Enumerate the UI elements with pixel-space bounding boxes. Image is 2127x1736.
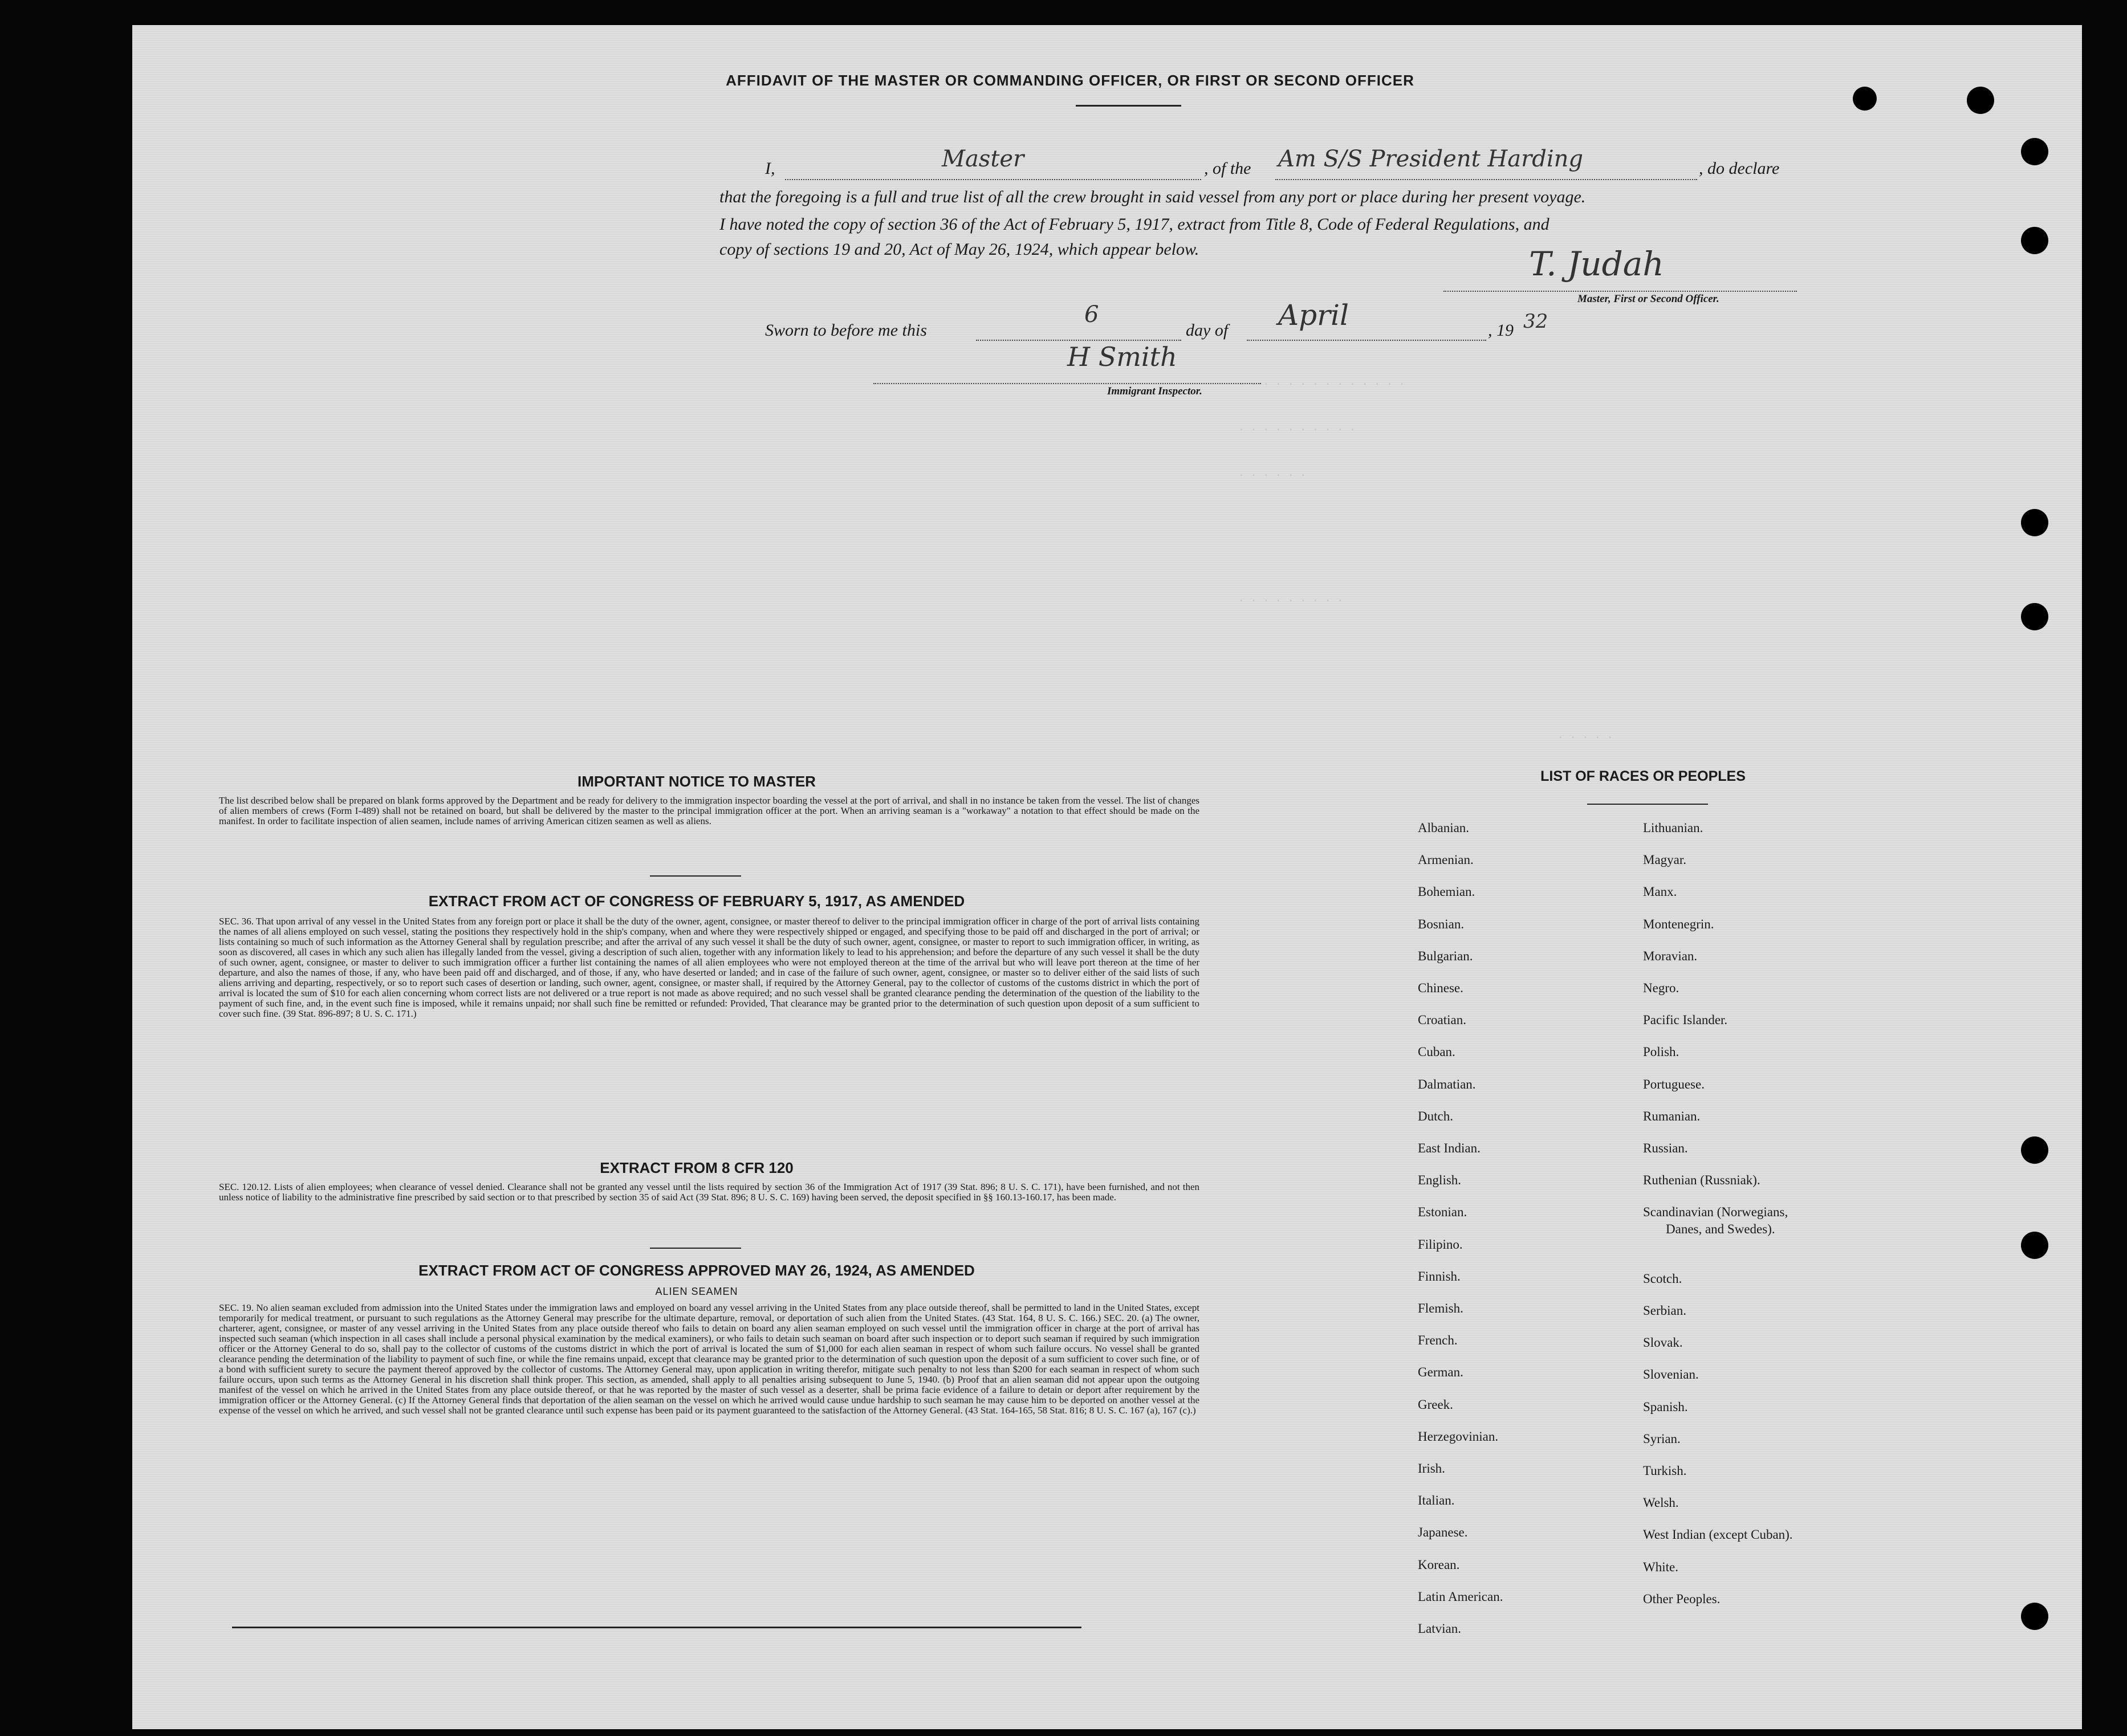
- extract-1917-text: SEC. 36. That upon arrival of any vessel in the United States from any foreign port or place it shall be the duty of the owner, agent, consignee, or master thereof to deliver to the principal immigration officer in charge of the port of arrival lists containing the names of all aliens employed on such vessel, stating the positions they respectively hold in the ship's company, when and where they were respectively shipped or engaged, and specifying those to be paid off and discharged in the port of arrival; or lists containing so much of such information as the Attorney General shall by regulation prescribe; and after the arrival of any such vessel it shall be the duty of such owner, agent, consignee, or master to report to such immigration officer, in writing, as soon as discovered, all cases in which any such alien has illegally landed from the vessel, giving a description of such alien, together with any information likely to lead to his apprehension; and before the departure of any such vessel it shall be the duty of such owner, agent, consignee, or master to deliver to such immigration officer a further list containing the names of all alien employees who were not employed thereon at the time of the arrival but who will leave port thereon at the time of her departure, and also the names of those, if any, who have been paid off and discharged, and of those, if any, who have deserted or landed; and in case of the failure of such owner, agent, consignee, or master so to deliver either of the said lists of such aliens arriving and departing, respectively, or so to report such cases of desertion or landing, such owner, agent, consignee, or master shall, if required by the Attorney General, pay to the collector of customs of the customs district in which the port of arrival is located the sum of $10 for each alien concerning whom correct lists are not delivered or a true report is not made as above required; and no such vessel shall be granted clearance pending the determination of the question of the liability to the payment of such fine, and, in the event such fine is imposed, while it remains unpaid; nor shall such fine be remitted or refunded: Provided, That clearance may be granted prior to the determination of such question upon deposit of a sum sufficient to cover such fine. (39 Stat. 896-897; 8 U. S. C. 171.): [219, 916, 1199, 1019]
- race-item: Filipino.: [1418, 1237, 1463, 1252]
- bleed-through-mark: · · · · ·: [1557, 732, 1613, 744]
- month-value: April: [1278, 299, 1349, 332]
- race-item: Japanese.: [1418, 1525, 1468, 1540]
- bleed-through-mark: · · · · · · · · · ·: [1238, 424, 1356, 436]
- punch-hole: [2021, 227, 2048, 254]
- race-item: Rumanian.: [1643, 1109, 1701, 1123]
- race-item: Slovak.: [1643, 1335, 1683, 1350]
- race-item: Italian.: [1418, 1493, 1455, 1508]
- inspector-line: [873, 377, 1261, 384]
- signature-line: [1443, 284, 1797, 292]
- affidavit-line-4: copy of sections 19 and 20, Act of May 26, 1924, which appear below.: [719, 240, 1199, 259]
- sworn-label: Sworn to before me this: [765, 321, 927, 340]
- race-item: Magyar.: [1643, 853, 1687, 867]
- day-of-label: day of: [1186, 321, 1229, 340]
- month-field-line: [1247, 333, 1486, 341]
- race-item: White.: [1643, 1559, 1678, 1574]
- race-item: Finnish.: [1418, 1269, 1461, 1283]
- extract-cfr-title: EXTRACT FROM 8 CFR 120: [600, 1159, 794, 1176]
- race-item: Spanish.: [1643, 1399, 1688, 1414]
- race-item: Welsh.: [1643, 1495, 1679, 1510]
- race-item: Greek.: [1418, 1397, 1453, 1412]
- race-item: Cuban.: [1418, 1045, 1455, 1059]
- race-item: Turkish.: [1643, 1464, 1687, 1478]
- race-item: Polish.: [1643, 1045, 1679, 1059]
- race-item: Bulgarian.: [1418, 948, 1473, 963]
- inspector-signature: H Smith: [1067, 341, 1177, 372]
- vessel-value: Am S/S President Harding: [1278, 146, 1583, 172]
- race-item: East Indian.: [1418, 1141, 1481, 1155]
- punch-hole: [2021, 138, 2048, 165]
- punch-hole: [1853, 87, 1877, 111]
- extract-1924-subtitle: ALIEN SEAMEN: [655, 1286, 738, 1297]
- of-the-label: , of the: [1204, 159, 1251, 178]
- race-item: French.: [1418, 1333, 1458, 1348]
- name-value: Master: [942, 146, 1024, 172]
- race-item: German.: [1418, 1365, 1463, 1380]
- title-rule: [1076, 105, 1181, 107]
- inspector-label: Immigrant Inspector.: [1107, 385, 1202, 397]
- race-item: Other Peoples.: [1643, 1591, 1721, 1606]
- affidavit-title: AFFIDAVIT OF THE MASTER OR COMMANDING OFFICER, OR FIRST OR SECOND OFFICER: [726, 72, 1414, 89]
- extract-1924-text: SEC. 19. No alien seaman excluded from admission into the United States under the immigration laws and employed on board any vessel arriving in the United States from any place outside thereof, shall be permitted to land in the United States, except temporarily for medical treatment, or pursuant to such regulations as the Attorney General may prescribe for the ultimate departure, removal, or deportation of such alien from the United States. (43 Stat. 164, 8 U. S. C. 166.) SEC. 20. (a) The owner, charterer, agent, consignee, or master of any vessel arriving in the United States from any place outside thereof who fails to detain on board any alien seaman employed on such vessel until the immigration officer in charge at the port of arrival has inspected such seaman (which inspection in all cases shall include a personal physical examination by the medical examiners), or who fails to detain such seaman on board after such inspection or to deport such seaman if required by such immigration officer or the Attorney General to do so, shall pay to the collector of customs of the customs district in which the port of arrival is located the sum of $1,000 for each alien seaman in respect of whom such failure occurs. No vessel shall be granted clearance pending the determination of the liability to payment of such fine, or while the fine remains unpaid, except that clearance may be granted prior to the determination of such question upon the deposit of a sum sufficient to cover such fine, or of a bond with sufficient surety to secure the payment thereof approved by the collector of customs. The Attorney General may, upon application in writing therefor, mitigate such penalty to not less than $200 for each seaman in respect of whom such failure occurs, upon such terms as the Attorney General in his discretion shall think proper. This section, as amended, shall apply to all penalties arising subsequent to June 5, 1940. (b) Proof that an alien seaman did not appear upon the outgoing manifest of the vessel on which he arrived in the United States from any place outside thereof, or that he was reported by the master of such vessel as a deserter, shall be prima facie evidence of a failure to detain or deport after requirement by the immigration officer or the Attorney General. (c) If the Attorney General finds that deportation of the alien seaman on the vessel on which he arrived would cause undue hardship to such seaman he may cause him to be deported on another vessel at the expense of the vessel on which he arrived, and such vessel shall not be granted clearance until such expense has been paid or its payment guaranteed to the satisfaction of the Attorney General. (43 Stat. 164-165, 58 Stat. 816; 8 U. S. C. 167 (a), 167 (c).): [219, 1302, 1199, 1416]
- race-item: Manx.: [1643, 885, 1677, 899]
- race-item: Slovenian.: [1643, 1367, 1699, 1382]
- race-item: Dutch.: [1418, 1109, 1453, 1123]
- race-item: Latin American.: [1418, 1589, 1503, 1604]
- race-item: English.: [1418, 1173, 1462, 1188]
- race-item: Flemish.: [1418, 1301, 1463, 1315]
- master-signature: T. Judah: [1529, 244, 1664, 283]
- notice-text: The list described below shall be prepared on blank forms approved by the Department and be ready for delivery to the immigration inspector boarding the vessel at the port of arrival, and shall in no instance be taken from the vessel. The list of changes of alien members of crews (Form I-489) shall not be retained on board, but shall be delivered by the master to the principal immigration officer at the port. When an arriving seaman is a "workaway" a notation to that effect should be made on the manifest. In order to facilitate inspection of alien seamen, include names of arriving American citizen seamen as well as aliens.: [219, 795, 1199, 826]
- notice-rule: [650, 875, 741, 877]
- bleed-through-mark: · · · · · · · · · · · · · ·: [1238, 378, 1405, 390]
- race-item: Syrian.: [1643, 1431, 1681, 1446]
- extract-cfr-text: SEC. 120.12. Lists of alien employees; when clearance of vessel denied. Clearance shall not be granted any vessel until the lists required by section 36 of the Immigration Act of 1917 (39 Stat. 896; 8 U. S. C. 171), have been furnished, and not then unless notice of liability to the administrative fine prescribed by said section or to that prescribed by section 35 of said Act (39 Stat. 896; 8 U. S. C. 169) having been served, the deposit specified in §§ 160.13-160.17, has been made.: [219, 1181, 1199, 1203]
- extract-1917-title: EXTRACT FROM ACT OF CONGRESS OF FEBRUARY 5, 1917, AS AMENDED: [428, 893, 965, 910]
- race-item: Croatian.: [1418, 1013, 1466, 1028]
- affidavit-line-3: I have noted the copy of section 36 of the Act of February 5, 1917, extract from Title 8, Code of Federal Regulations, and: [719, 215, 1550, 234]
- punch-hole: [2021, 509, 2048, 536]
- year-prefix: , 19: [1488, 321, 1514, 340]
- race-item: Portuguese.: [1643, 1077, 1705, 1091]
- race-item: Moravian.: [1643, 948, 1698, 963]
- punch-hole: [2021, 1603, 2048, 1630]
- signature-label: Master, First or Second Officer.: [1577, 293, 1719, 305]
- cfr-rule: [650, 1248, 741, 1249]
- race-item: Scandinavian (Norwegians,: [1643, 1205, 1788, 1220]
- race-item: Albanian.: [1418, 821, 1470, 835]
- race-item: Herzegovinian.: [1418, 1429, 1499, 1444]
- day-value: 6: [1084, 301, 1099, 328]
- affidavit-line-2: that the foregoing is a full and true list of all the crew brought in said vessel from any port or place during her present voyage.: [719, 188, 1586, 206]
- race-item: Pacific Islander.: [1643, 1013, 1728, 1028]
- race-item: Bohemian.: [1418, 885, 1475, 899]
- day-field-line: [976, 333, 1181, 341]
- race-item: Montenegrin.: [1643, 916, 1714, 931]
- race-item: Serbian.: [1643, 1303, 1687, 1318]
- race-item: Negro.: [1643, 981, 1679, 995]
- bleed-through-mark: · · · · · ·: [1238, 470, 1307, 482]
- punch-hole: [2021, 1136, 2048, 1164]
- race-item: Armenian.: [1418, 853, 1474, 867]
- race-item: Dalmatian.: [1418, 1077, 1476, 1091]
- race-item: Danes, and Swedes).: [1666, 1222, 1775, 1237]
- races-rule: [1587, 804, 1708, 805]
- notice-title: IMPORTANT NOTICE TO MASTER: [577, 773, 816, 790]
- punch-hole: [2021, 603, 2048, 630]
- do-declare-label: , do declare: [1699, 159, 1780, 178]
- races-title: LIST OF RACES OR PEOPLES: [1540, 768, 1746, 784]
- race-item: Lithuanian.: [1643, 821, 1703, 835]
- extract-1924-title: EXTRACT FROM ACT OF CONGRESS APPROVED MAY 26, 1924, AS AMENDED: [418, 1262, 975, 1279]
- punch-hole: [1967, 87, 1994, 114]
- race-item: West Indian (except Cuban).: [1643, 1527, 1793, 1542]
- race-item: Korean.: [1418, 1557, 1460, 1572]
- race-item: Chinese.: [1418, 981, 1463, 995]
- race-item: Russian.: [1643, 1141, 1688, 1155]
- race-item: Ruthenian (Russniak).: [1643, 1173, 1760, 1188]
- race-item: Scotch.: [1643, 1271, 1682, 1286]
- bottom-rule: [232, 1627, 1081, 1628]
- name-field-line: [785, 172, 1201, 180]
- punch-hole: [2021, 1232, 2048, 1259]
- race-item: Irish.: [1418, 1461, 1445, 1476]
- race-item: Estonian.: [1418, 1205, 1467, 1220]
- year-value: 32: [1523, 310, 1548, 333]
- race-item: Bosnian.: [1418, 916, 1465, 931]
- document-page: [132, 25, 2082, 1729]
- affidavit-i-label: I,: [765, 159, 775, 178]
- bleed-through-mark: · · · · · · · · ·: [1238, 595, 1344, 607]
- vessel-field-line: [1275, 172, 1697, 180]
- race-item: Latvian.: [1418, 1621, 1461, 1636]
